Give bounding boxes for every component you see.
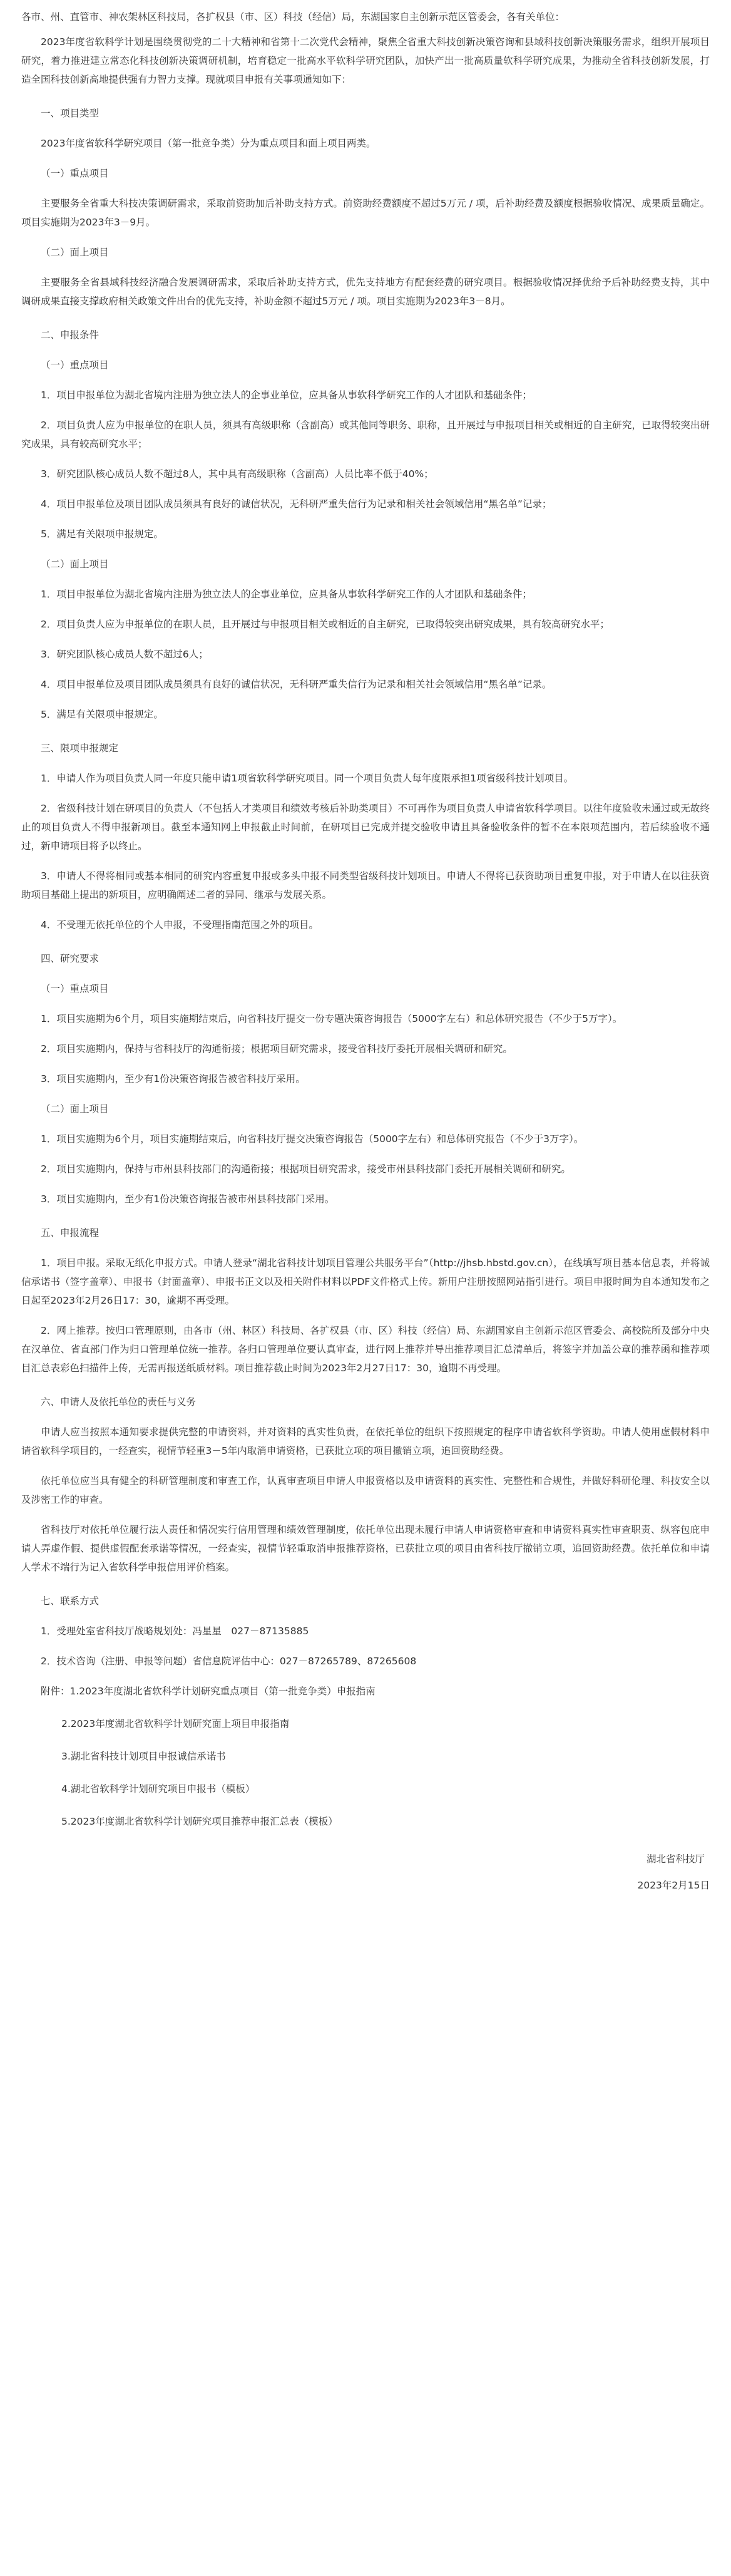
intro-paragraph: 2023年度省软科学计划是围绕贯彻党的二十大精神和省第十二次党代会精神，聚焦全省重大科技创新决策咨询和县域科技创新决策服务需求，组织开展项目研究，着力推进建立常态化科技创新决策调研机制，培育稳定一批高水平软科学研究团队，加快产出一批高质量软科学研究成果，为推动全省科技创新发展，打造全国科技创新高地提供强有力智力支撑。现就项目申报有关事项通知如下： — [21, 36, 710, 85]
paragraph: 省科技厅对依托单位履行法人责任和情况实行信用管理和绩效管理制度，依托单位出现未履行申请人申请资格审查和申请资料真实性审查职责、纵容包庇申请人弄虚作假、提供虚假配套承诺等情况，一经查实，视情节轻重取消申报推荐资格，已获批立项的项目由省科技厅撤销立项，追回资助经费。依托单位和申请人学术不端行为记入省软科学申报信用评价档案。 — [21, 1524, 710, 1573]
contact-item: 1．受理处室省科技厅战略规划处：冯星星 027－87135885 — [41, 1625, 309, 1637]
attachment-link[interactable]: 4.湖北省软科学计划研究项目申报书（模板） — [61, 1783, 255, 1795]
section-heading-conditions: 二、申报条件 — [41, 329, 100, 341]
issue-date: 2023年2月15日 — [637, 1880, 710, 1891]
list-item: 2．网上推荐。按归口管理原则，由各市（州、林区）科技局、各扩权县（市、区）科技（经信）局、东湖国家自主创新示范区管委会、高校院所及部分中央在汉单位、省直部门作为归口管理单位统一推荐。各归口管理单位要认真审查，进行网上推荐并导出推荐项目汇总清单后，将签字并加盖公章的推荐函和推荐项目汇总表彩色扫描件上传，无需再报送纸质材料。项目推荐截止时间为2023年2月27日17：30，逾期不再受理。 — [21, 1325, 710, 1374]
list-item: 5．满足有关限项申报规定。 — [41, 528, 163, 540]
list-item: 2．省级科技计划在研项目的负责人（不包括人才类项目和绩效考核后补助类项目）不可再作为项目负责人申请省软科学项目。以往年度验收未通过或无故终止的项目负责人不得申报新项目。截至本通知网上申报截止时间前，在研项目已完成并提交验收申请且具备验收条件的暂不在本限项范围内，若后续验收不通过，新申请项目将予以终止。 — [21, 803, 710, 852]
list-item: 3．申请人不得将相同或基本相同的研究内容重复申报或多头申报不同类型省级科技计划项目。申请人不得将已获资助项目重复申报，对于申请人在以往获资助项目基础上提出的新项目，应明确阐述二者的异同、继承与发展关系。 — [21, 870, 710, 900]
attachment-link[interactable]: 附件：1.2023年度湖北省软科学计划研究重点项目（第一批竞争类）申报指南 — [41, 1686, 376, 1697]
subheading-key-project: （一）重点项目 — [41, 359, 109, 371]
section-heading-limits: 三、限项申报规定 — [41, 743, 119, 754]
list-item: 2．项目负责人应为申报单位的在职人员，且开展过与申报项目相关或相近的自主研究，已取得较突出研究成果，具有较高研究水平； — [41, 619, 610, 630]
paragraph: 申请人应当按照本通知要求提供完整的申请资料，并对资料的真实性负责，在依托单位的组织下按照规定的程序申请省软科学资助。申请人使用虚假材料申请省软科学项目的，一经查实，视情节轻重3－5年内取消申请资格，已获批立项的项目撤销立项，追回资助经费。 — [21, 1426, 710, 1456]
section-heading-responsibilities: 六、申请人及依托单位的责任与义务 — [41, 1396, 197, 1408]
attachment-link[interactable]: 5.2023年度湖北省软科学计划研究项目推荐申报汇总表（模板） — [61, 1816, 338, 1827]
contact-item: 2．技术咨询（注册、申报等问题）省信息院评估中心：027－87265789、87265608 — [41, 1656, 417, 1667]
list-item: 4．不受理无依托单位的个人申报，不受理指南范围之外的项目。 — [41, 919, 319, 930]
paragraph: 依托单位应当具有健全的科研管理制度和审查工作，认真审查项目申请人申报资格以及申请资料的真实性、完整性和合规性，并做好科研伦理、科技安全以及涉密工作的审查。 — [21, 1475, 710, 1505]
section-heading-contact: 七、联系方式 — [41, 1595, 100, 1607]
list-item: 4．项目申报单位及项目团队成员须具有良好的诚信状况，无科研严重失信行为记录和相关社会领域信用“黑名单”记录； — [41, 498, 552, 510]
list-item: 3．研究团队核心成员人数不超过6人； — [41, 649, 208, 660]
section-heading-project-type: 一、项目类型 — [41, 108, 100, 119]
list-item: 2．项目实施期内，保持与省科技厅的沟通衔接；根据项目研究需求，接受省科技厅委托开展相关调研和研究。 — [41, 1043, 513, 1054]
paragraph: 主要服务全省县域科技经济融合发展调研需求，采取后补助支持方式，优先支持地方有配套经费的研究项目。根据验收情况择优给予后补助经费支持，其中调研成果直接支撑政府相关政策文件出台的优先支持，补助金额不超过5万元 / 项。项目实施期为2023年3－8月。 — [21, 277, 710, 307]
paragraph: 2023年度省软科学研究项目（第一批竞争类）分为重点项目和面上项目两类。 — [41, 138, 376, 149]
section-heading-requirements: 四、研究要求 — [41, 953, 100, 964]
addressee-line: 各市、州、直管市、神农架林区科技局，各扩权县（市、区）科技（经信）局，东湖国家自主创新示范区管委会，各有关单位： — [21, 11, 565, 23]
list-item: 3．项目实施期内，至少有1份决策咨询报告被市州县科技部门采用。 — [41, 1193, 335, 1205]
subheading-general-project: （二）面上项目 — [41, 247, 109, 258]
subheading-key-project: （一）重点项目 — [41, 983, 109, 994]
list-item: 1．项目申报。采取无纸化申报方式。申请人登录“湖北省科技计划项目管理公共服务平台”（http://jhsb.hbstd.gov.cn），在线填写项目基本信息表，并将诚信承诺书（签字盖章）、申报书（封面盖章）、申报书正文以及相关附件材料以PDF文件格式上传。新用户注册按照网站指引进行。项目申报时间为自本通知发布之日起至2023年2月26日17：30，逾期不再受理。 — [21, 1257, 710, 1306]
subheading-general-project: （二）面上项目 — [41, 559, 109, 570]
attachment-link[interactable]: 3.湖北省科技计划项目申报诚信承诺书 — [61, 1751, 226, 1762]
subheading-general-project: （二）面上项目 — [41, 1103, 109, 1115]
list-item: 2．项目负责人应为申报单位的在职人员，须具有高级职称（含副高）或其他同等职务、职称，且开展过与申报项目相关或相近的自主研究，已取得较突出研究成果，具有较高研究水平； — [21, 420, 710, 450]
paragraph: 主要服务全省重大科技决策调研需求，采取前资助加后补助支持方式。前资助经费额度不超过5万元 / 项，后补助经费及额度根据验收情况、成果质量确定。项目实施期为2023年3－9月。 — [21, 198, 710, 228]
list-item: 4．项目申报单位及项目团队成员须具有良好的诚信状况，无科研严重失信行为记录和相关社会领域信用“黑名单”记录。 — [41, 679, 552, 690]
list-item: 3．研究团队核心成员人数不超过8人，其中具有高级职称（含副高）人员比率不低于40%； — [41, 468, 434, 480]
section-heading-process: 五、申报流程 — [41, 1227, 100, 1239]
issuer-signature: 湖北省科技厅 — [646, 1853, 705, 1865]
list-item: 2．项目实施期内，保持与市州县科技部门的沟通衔接；根据项目研究需求，接受市州县科技部门委托开展相关调研和研究。 — [41, 1163, 571, 1175]
list-item: 1．项目申报单位为湖北省境内注册为独立法人的企事业单位，应具备从事软科学研究工作的人才团队和基础条件； — [41, 389, 532, 401]
notice-document — [21, 0, 710, 1914]
list-item: 3．项目实施期内，至少有1份决策咨询报告被省科技厅采用。 — [41, 1073, 305, 1084]
list-item: 1．项目实施期为6个月，项目实施期结束后，向省科技厅提交决策咨询报告（5000字左右）和总体研究报告（不少于3万字）。 — [41, 1133, 584, 1145]
list-item: 5．满足有关限项申报规定。 — [41, 709, 163, 720]
list-item: 1．申请人作为项目负责人同一年度只能申请1项省软科学研究项目。同一个项目负责人每年度限承担1项省级科技计划项目。 — [41, 773, 574, 784]
list-item: 1．项目申报单位为湖北省境内注册为独立法人的企事业单位，应具备从事软科学研究工作的人才团队和基础条件； — [41, 589, 532, 600]
list-item: 1．项目实施期为6个月，项目实施期结束后，向省科技厅提交一份专题决策咨询报告（5000字左右）和总体研究报告（不少于5万字）。 — [41, 1013, 623, 1024]
attachment-link[interactable]: 2.2023年度湖北省软科学计划研究面上项目申报指南 — [61, 1718, 290, 1729]
subheading-key-project: （一）重点项目 — [41, 168, 109, 179]
